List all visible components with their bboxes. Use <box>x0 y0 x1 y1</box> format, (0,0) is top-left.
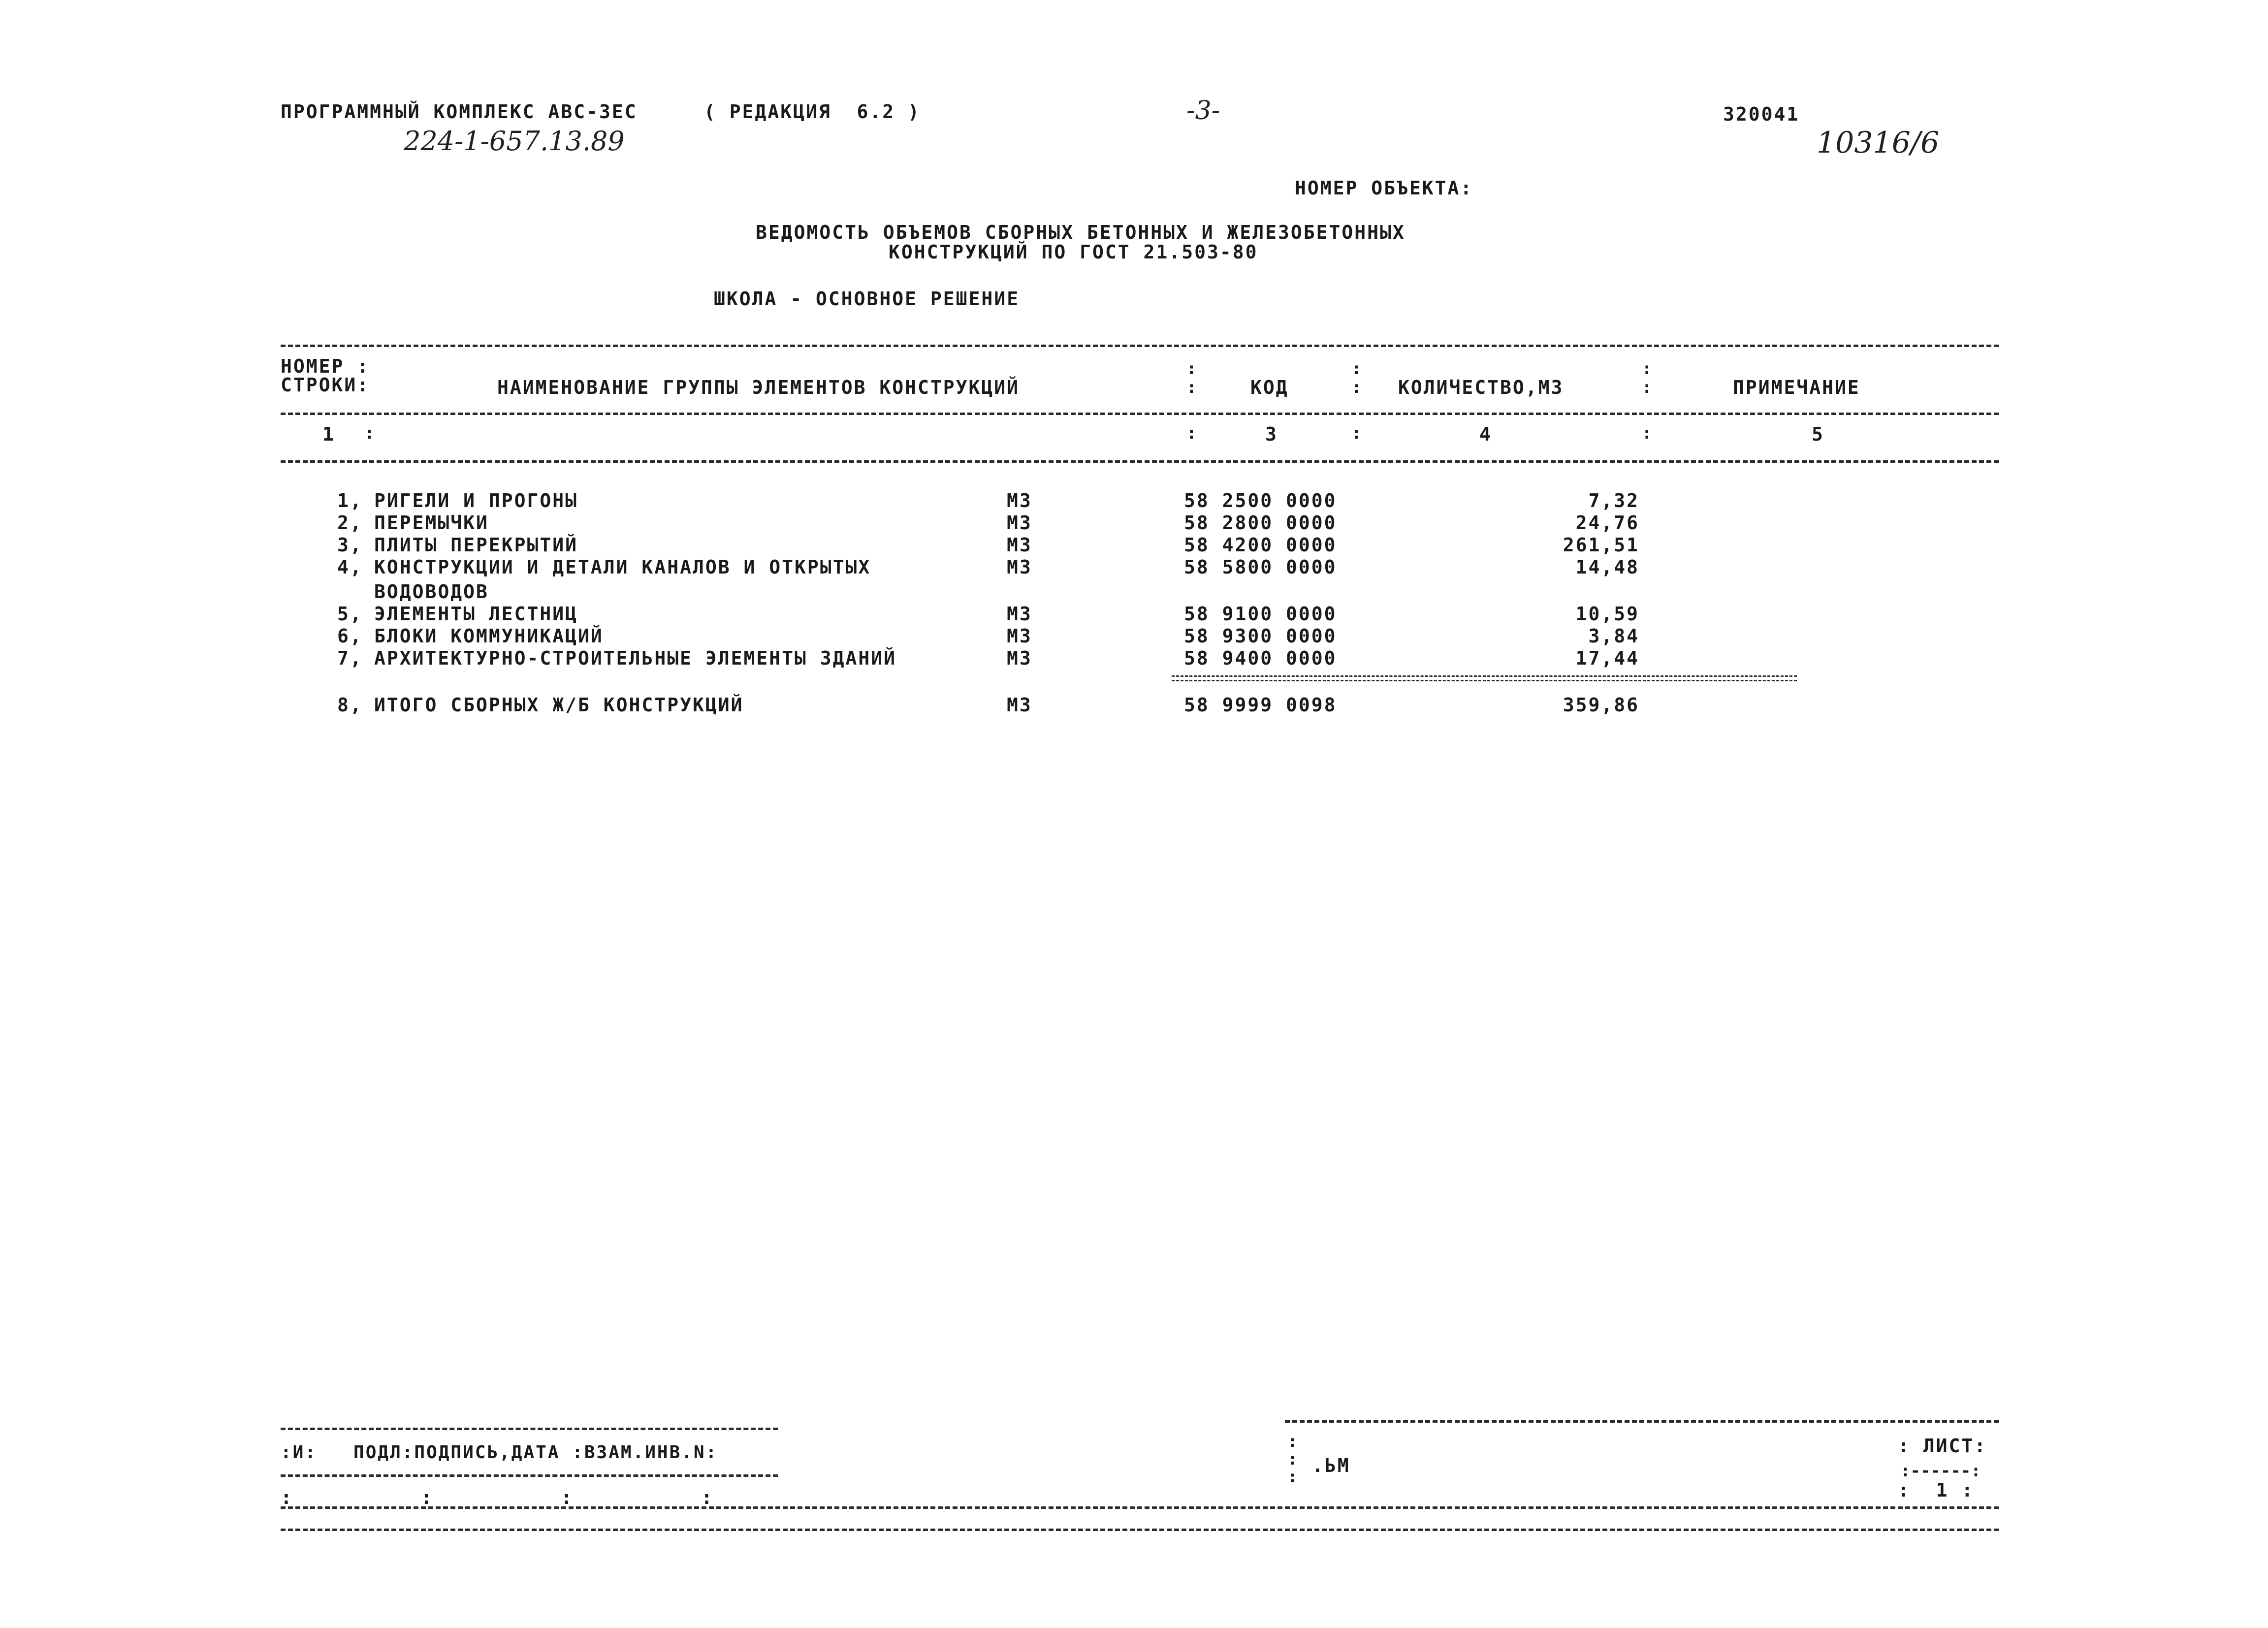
page-marker: -3- <box>1186 96 1220 126</box>
row-7-code: 58 9400 0000 <box>1184 647 1337 669</box>
row-7-quantity: 17,44 <box>1575 647 1639 669</box>
row-5-code: 58 9100 0000 <box>1184 603 1337 625</box>
row-2-code: 58 2800 0000 <box>1184 512 1337 534</box>
header-separator-1: : : <box>1186 359 1197 397</box>
column-number-1: 1 <box>322 423 335 445</box>
stamp-left-mid-rule <box>281 1474 778 1477</box>
row-3-unit: М3 <box>1007 534 1032 556</box>
header-bottom-rule <box>281 460 1999 463</box>
header-mid-rule <box>281 413 1999 415</box>
row-1-quantity: 7,32 <box>1588 490 1639 511</box>
colnum-separator-3: : <box>1642 423 1652 443</box>
header-note: ПРИМЕЧАНИЕ <box>1733 377 1860 398</box>
stamp-right-top-rule <box>1285 1420 1999 1423</box>
document-subtitle: ШКОЛА - ОСНОВНОЕ РЕШЕНИЕ <box>714 288 1020 310</box>
row-2-name: ПЕРЕМЫЧКИ <box>374 512 489 534</box>
row-4-name-continuation: ВОДОВОДОВ <box>374 581 489 603</box>
document-title-line1: ВЕДОМОСТЬ ОБЪЕМОВ СБОРНЫХ БЕТОННЫХ И ЖЕЛЕЗОБЕТОННЫХ <box>756 222 1406 243</box>
column-number-5: 5 <box>1812 423 1824 445</box>
stamp-middle-separators: : : : <box>1287 1432 1298 1487</box>
object-number-label: НОМЕР ОБЪЕКТА: <box>1295 177 1473 199</box>
row-3-number: 3, <box>337 534 363 556</box>
row-7-number: 7, <box>337 647 363 669</box>
row-6-unit: М3 <box>1007 625 1032 647</box>
stamp-sheet-divider: :------: <box>1900 1461 1981 1481</box>
header-separator-2: : : <box>1351 359 1362 397</box>
header-row-number-line1: НОМЕР : <box>281 355 370 377</box>
stamp-sheet-label: : ЛИСТ: <box>1898 1435 1987 1457</box>
row-4-quantity: 14,48 <box>1575 556 1639 578</box>
row-6-name: БЛОКИ КОММУНИКАЦИЙ <box>374 625 604 647</box>
colnum-separator-2: : <box>1351 423 1362 443</box>
total-quantity: 359,86 <box>1563 694 1639 716</box>
total-number: 8, <box>337 694 363 716</box>
handwritten-sheet-number: 10316/6 <box>1817 126 1940 160</box>
row-4-unit: М3 <box>1007 556 1032 578</box>
stamp-left-top-rule <box>281 1428 778 1430</box>
table-top-rule <box>281 345 1999 347</box>
page-bottom-rule <box>281 1529 1999 1531</box>
row-3-code: 58 4200 0000 <box>1184 534 1337 556</box>
row-5-unit: М3 <box>1007 603 1032 625</box>
total-name: ИТОГО СБОРНЫХ Ж/Б КОНСТРУКЦИЙ <box>374 694 744 716</box>
row-5-quantity: 10,59 <box>1575 603 1639 625</box>
stamp-left-cells: : : : : <box>281 1487 714 1508</box>
row-6-quantity: 3,84 <box>1588 625 1639 647</box>
row-1-unit: М3 <box>1007 490 1032 511</box>
row-2-number: 2, <box>337 512 363 534</box>
edition-label: ( РЕДАКЦИЯ 6.2 ) <box>704 101 921 123</box>
row-1-code: 58 2500 0000 <box>1184 490 1337 511</box>
row-6-number: 6, <box>337 625 363 647</box>
program-name: ПРОГРАММНЫЙ КОМПЛЕКС АВС-3ЕС <box>281 101 638 123</box>
header-name: НАИМЕНОВАНИЕ ГРУППЫ ЭЛЕМЕНТОВ КОНСТРУКЦИЙ <box>497 377 1020 398</box>
column-number-4: 4 <box>1479 423 1492 445</box>
row-4-name: КОНСТРУКЦИИ И ДЕТАЛИ КАНАЛОВ И ОТКРЫТЫХ <box>374 556 871 578</box>
row-5-number: 5, <box>337 603 363 625</box>
row-3-quantity: 261,51 <box>1563 534 1639 556</box>
row-4-code: 58 5800 0000 <box>1184 556 1337 578</box>
row-3-name: ПЛИТЫ ПЕРЕКРЫТИЙ <box>374 534 578 556</box>
header-row-number-line2: СТРОКИ: <box>281 374 370 396</box>
row-4-number: 4, <box>337 556 363 578</box>
stamp-sheet-value-cell: : 1 : <box>1898 1479 1975 1501</box>
sheet-label-text: ЛИСТ <box>1923 1435 1975 1457</box>
stamp-middle-label: .ЬМ <box>1312 1455 1350 1476</box>
total-unit: М3 <box>1007 694 1032 716</box>
row-2-unit: М3 <box>1007 512 1032 534</box>
colnum-separator-0: : <box>364 423 375 443</box>
row-7-unit: М3 <box>1007 647 1032 669</box>
column-number-3: 3 <box>1265 423 1278 445</box>
row-6-code: 58 9300 0000 <box>1184 625 1337 647</box>
header-code: КОД <box>1250 377 1289 398</box>
header-row-number <box>281 357 370 394</box>
total-code: 58 9999 0098 <box>1184 694 1337 716</box>
header-quantity: КОЛИЧЕСТВО,М3 <box>1398 377 1564 398</box>
row-5-name: ЭЛЕМЕНТЫ ЛЕСТНИЦ <box>374 603 578 625</box>
document-title-line2: КОНСТРУКЦИЙ ПО ГОСТ 21.503-80 <box>889 241 1258 263</box>
row-2-quantity: 24,76 <box>1575 512 1639 534</box>
row-1-number: 1, <box>337 490 363 511</box>
row-7-name: АРХИТЕКТУРНО-СТРОИТЕЛЬНЫЕ ЭЛЕМЕНТЫ ЗДАНИЙ <box>374 647 896 669</box>
row-1-name: РИГЕЛИ И ПРОГОНЫ <box>374 490 578 511</box>
header-separator-3: : : <box>1642 359 1652 397</box>
stamp-left-header: :И: ПОДЛ:ПОДПИСЬ,ДАТА :ВЗАМ.ИНВ.N: <box>281 1442 718 1463</box>
colnum-separator-1: : <box>1186 423 1197 443</box>
total-double-rule <box>1172 675 1797 677</box>
stamp-bottom-rule <box>281 1506 1999 1509</box>
handwritten-ref: 224-1-657.13.89 <box>404 126 625 157</box>
code-number: 320041 <box>1723 103 1800 125</box>
sheet-number: 1 <box>1936 1479 1949 1501</box>
